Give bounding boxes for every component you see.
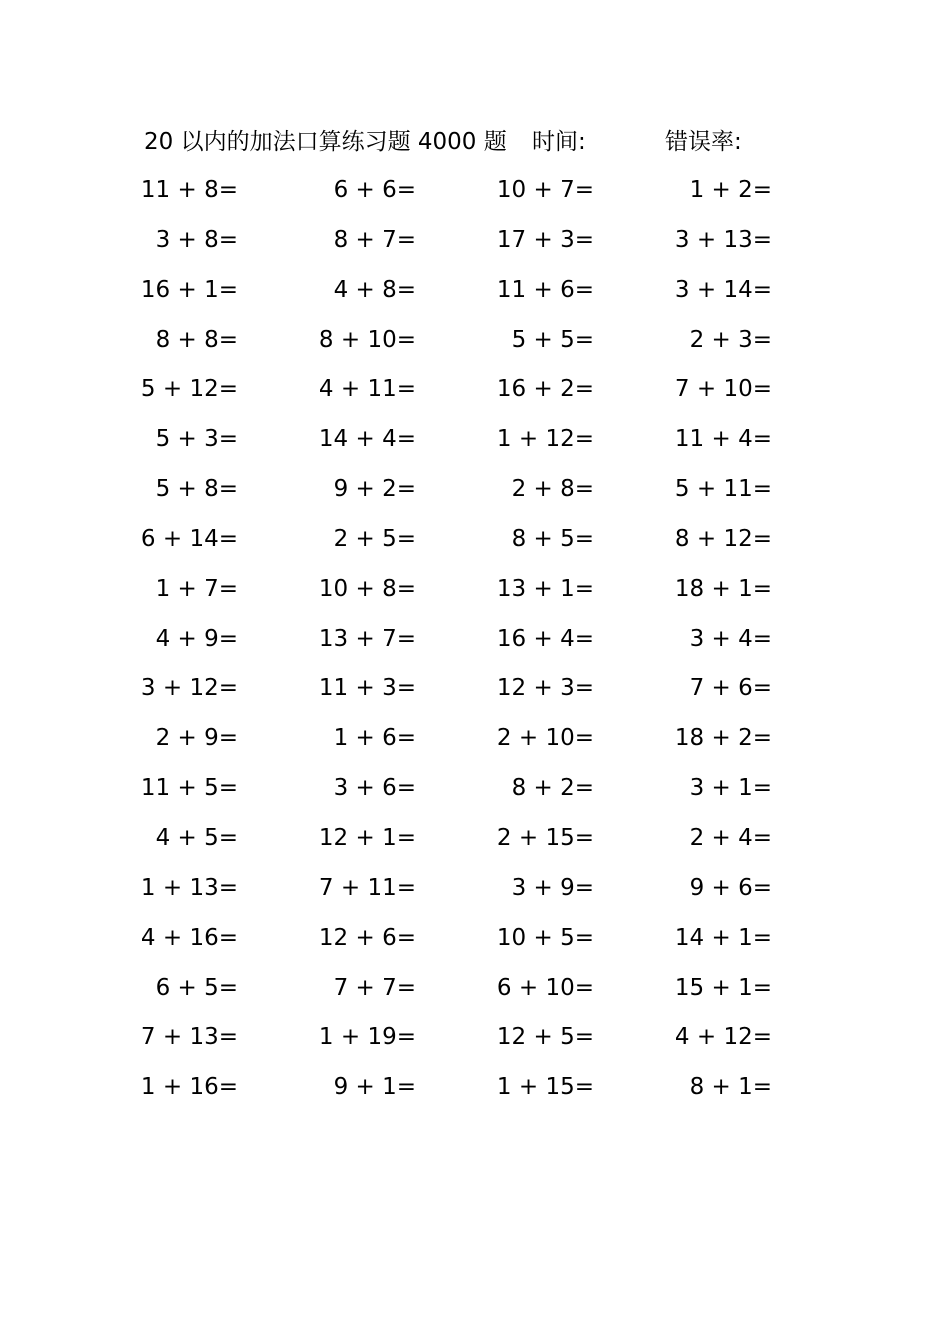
problem-item: 10 + 8=	[318, 575, 416, 602]
problem-item: 3 + 13=	[674, 226, 772, 253]
problem-item: 12 + 6=	[318, 924, 416, 951]
problem-item: 1 + 6=	[333, 725, 416, 752]
problem-item: 1 + 7=	[155, 575, 238, 602]
problem-item: 3 + 12=	[140, 675, 238, 702]
problem-item: 15 + 1=	[674, 974, 772, 1001]
problem-row	[0, 864, 950, 914]
worksheet-header	[0, 124, 950, 160]
problem-item: 11 + 3=	[318, 675, 416, 702]
problem-item: 4 + 8=	[333, 276, 416, 303]
problem-item: 4 + 11=	[318, 376, 416, 403]
problem-item: 3 + 14=	[674, 276, 772, 303]
problem-item: 16 + 4=	[496, 625, 594, 652]
problem-item: 8 + 5=	[511, 525, 594, 552]
problem-item: 8 + 10=	[318, 326, 416, 353]
problem-item: 4 + 12=	[674, 1024, 772, 1051]
problem-row	[0, 365, 950, 415]
problem-item: 14 + 4=	[318, 426, 416, 453]
problem-item: 2 + 10=	[496, 725, 594, 752]
problem-row	[0, 764, 950, 814]
problem-row	[0, 166, 950, 216]
problem-item: 8 + 12=	[674, 525, 772, 552]
problem-item: 13 + 7=	[318, 625, 416, 652]
problem-item: 5 + 3=	[155, 426, 238, 453]
problem-row	[0, 515, 950, 565]
problem-item: 3 + 4=	[689, 625, 772, 652]
problem-row	[0, 266, 950, 316]
problem-item: 18 + 2=	[674, 725, 772, 752]
problem-item: 2 + 8=	[511, 476, 594, 503]
problem-item: 14 + 1=	[674, 924, 772, 951]
problem-row	[0, 415, 950, 465]
problem-item: 7 + 7=	[333, 974, 416, 1001]
problem-item: 17 + 3=	[496, 226, 594, 253]
problem-row	[0, 565, 950, 615]
problem-row	[0, 465, 950, 515]
problem-item: 1 + 19=	[318, 1024, 416, 1051]
problem-item: 1 + 2=	[689, 177, 772, 203]
problem-item: 6 + 5=	[155, 974, 238, 1001]
problem-grid	[0, 166, 950, 1113]
problem-item: 1 + 12=	[496, 426, 594, 453]
problem-row	[0, 964, 950, 1014]
problem-item: 11 + 8=	[140, 177, 238, 203]
problem-item: 10 + 7=	[496, 177, 594, 203]
problem-item: 7 + 13=	[140, 1024, 238, 1051]
problem-item: 3 + 9=	[511, 874, 594, 901]
problem-item: 12 + 3=	[496, 675, 594, 702]
problem-row	[0, 216, 950, 266]
problem-item: 11 + 6=	[496, 276, 594, 303]
problem-item: 3 + 6=	[333, 775, 416, 802]
problem-item: 9 + 1=	[333, 1074, 416, 1101]
problem-item: 3 + 1=	[689, 775, 772, 802]
problem-item: 5 + 5=	[511, 326, 594, 353]
problem-row	[0, 1013, 950, 1063]
problem-item: 7 + 11=	[318, 874, 416, 901]
problem-item: 16 + 1=	[140, 276, 238, 303]
problem-item: 7 + 6=	[689, 675, 772, 702]
problem-row	[0, 714, 950, 764]
problem-item: 2 + 5=	[333, 525, 416, 552]
problem-item: 8 + 2=	[511, 775, 594, 802]
problem-item: 9 + 6=	[689, 874, 772, 901]
problem-item: 4 + 5=	[155, 824, 238, 851]
time-label: 时间:	[532, 129, 586, 155]
problem-item: 2 + 15=	[496, 824, 594, 851]
problem-item: 2 + 4=	[689, 824, 772, 851]
problem-row	[0, 615, 950, 665]
problem-item: 9 + 2=	[333, 476, 416, 503]
problem-item: 1 + 16=	[140, 1074, 238, 1101]
problem-item: 11 + 5=	[140, 775, 238, 802]
problem-item: 18 + 1=	[674, 575, 772, 602]
error-rate-label: 错误率:	[665, 129, 742, 155]
problem-item: 12 + 5=	[496, 1024, 594, 1051]
problem-item: 4 + 16=	[140, 924, 238, 951]
problem-item: 5 + 8=	[155, 476, 238, 503]
problem-item: 6 + 14=	[140, 525, 238, 552]
problem-row	[0, 664, 950, 714]
problem-row	[0, 814, 950, 864]
problem-item: 6 + 10=	[496, 974, 594, 1001]
problem-item: 4 + 9=	[155, 625, 238, 652]
problem-item: 12 + 1=	[318, 824, 416, 851]
problem-item: 5 + 11=	[674, 476, 772, 503]
problem-item: 5 + 12=	[140, 376, 238, 403]
problem-item: 11 + 4=	[674, 426, 772, 453]
problem-row	[0, 914, 950, 964]
problem-item: 13 + 1=	[496, 575, 594, 602]
worksheet-title: 20 以内的加法口算练习题 4000 题	[144, 129, 507, 155]
problem-row	[0, 1063, 950, 1113]
problem-item: 1 + 15=	[496, 1074, 594, 1101]
problem-item: 3 + 8=	[155, 226, 238, 253]
problem-item: 10 + 5=	[496, 924, 594, 951]
problem-item: 8 + 7=	[333, 226, 416, 253]
problem-item: 2 + 3=	[689, 326, 772, 353]
problem-item: 8 + 1=	[689, 1074, 772, 1101]
problem-item: 1 + 13=	[140, 874, 238, 901]
problem-item: 7 + 10=	[674, 376, 772, 403]
problem-item: 6 + 6=	[333, 177, 416, 203]
problem-item: 2 + 9=	[155, 725, 238, 752]
problem-item: 8 + 8=	[155, 326, 238, 353]
problem-row	[0, 316, 950, 366]
problem-item: 16 + 2=	[496, 376, 594, 403]
